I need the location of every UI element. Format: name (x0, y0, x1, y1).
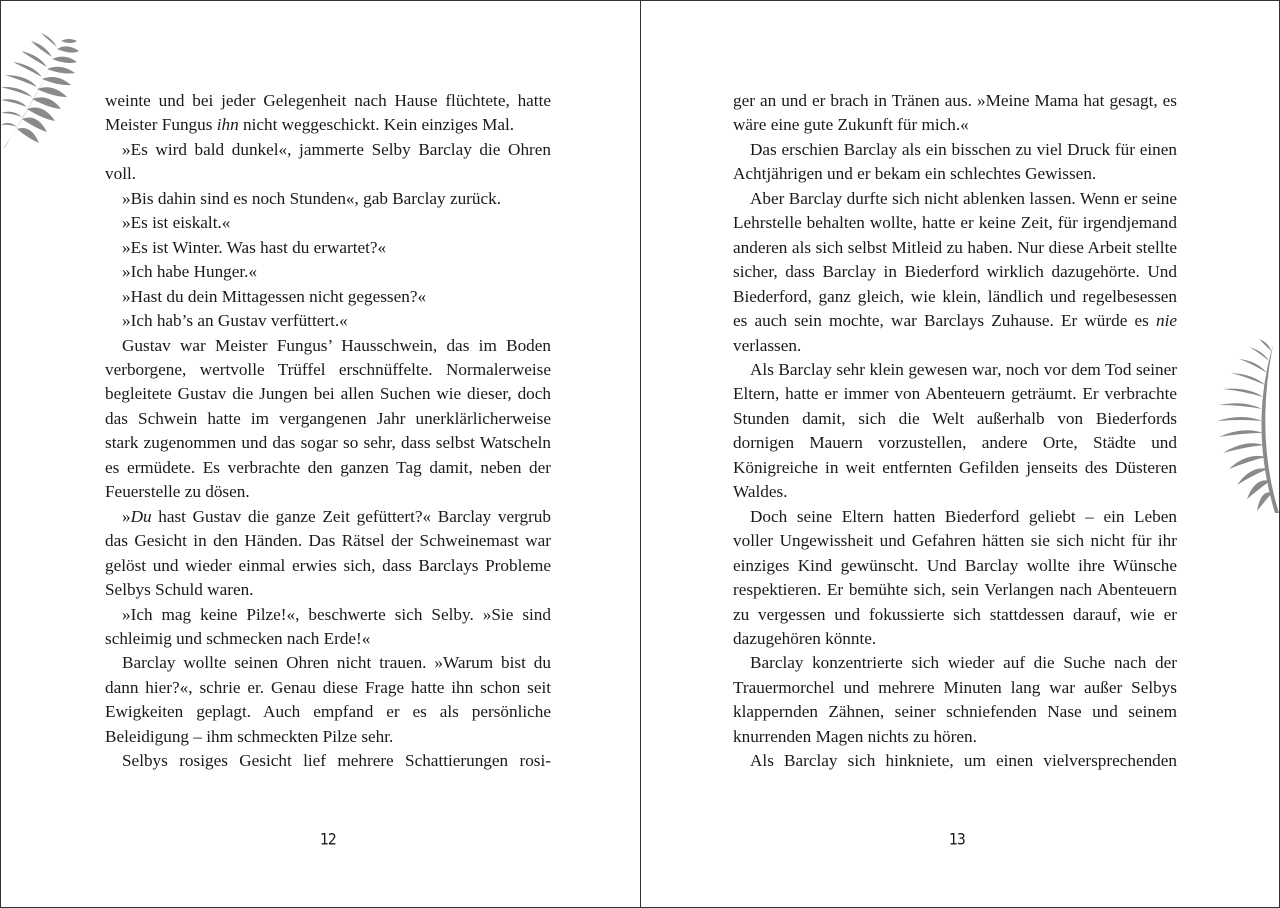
left-page (1, 1, 640, 907)
paragraph: Das erschien Barclay als ein bisschen zu viel Druck für einen Achtjährigen und er bekam ein schlechtes Gewissen. (733, 139, 1177, 184)
paragraph: »Ich mag keine Pilze!«, beschwerte sich Selby. »Sie sind schleimig und schmecken nach Erde!« (105, 604, 551, 648)
fern-icon (1215, 337, 1280, 517)
paragraph: Als Barclay sehr klein gewesen war, noch vor dem Tod seiner Eltern, hatte er immer von Abenteuern geträumt. Er verbrachte Stunden damit, sich die Welt außerhalb von Biederfords dornigen Mauern vorzustellen, andere Orte, Städte und Königreiche in weit entfernten Gefilden jenseits des Düsteren Waldes. (733, 359, 1177, 502)
paragraph: »Hast du dein Mittagessen nicht gegessen?« (122, 286, 427, 306)
left-page-text (105, 89, 551, 774)
paragraph: »Ich habe Hunger.« (122, 262, 258, 282)
page-number: 12 (320, 830, 336, 850)
paragraph: »Bis dahin sind es noch Stunden«, gab Barclay zurück. (122, 188, 502, 208)
paragraph: »Es ist eiskalt.« (122, 213, 231, 233)
page-number: 13 (949, 830, 965, 850)
paragraph: »Du hast Gustav die ganze Zeit gefüttert?« Barclay vergrub das Gesicht in den Händen. Das Rätsel der Schweinemast war gelöst und wieder einmal erwies sich, dass Barclays Probleme Selbys Schuld waren. (105, 506, 551, 600)
paragraph: »Es wird bald dunkel«, jammerte Selby Barclay die Ohren voll. (105, 139, 551, 184)
paragraph: »Es ist Winter. Was hast du erwartet?« (122, 237, 387, 257)
paragraph: Gustav war Meister Fungus’ Hausschwein, das im Boden verborgene, wertvolle Trüffel erschnüffelte. Normalerweise begleitete Gustav die Jungen bei allen Suchen wie dieser, doch das Schwein hatte im vergangenen Jahr unerklärlicherweise stark zugenommen und das sogar so sehr, dass selbst Watscheln es ermüdete. Es verbrachte den ganzen Tag damit, neben der Feuerstelle zu dösen. (105, 335, 551, 502)
paragraph: »Ich hab’s an Gustav verfüttert.« (122, 311, 348, 331)
fern-icon (1, 29, 81, 159)
paragraph: Als Barclay sich hinkniete, um einen vielversprechenden (750, 751, 1177, 771)
paragraph: weinte und bei jeder Gelegenheit nach Hause flüchtete, hatte Meister Fungus ihn nicht weggeschickt. Kein einziges Mal. (105, 91, 551, 135)
paragraph: Doch seine Eltern hatten Biederford geliebt – ein Leben voller Ungewissheit und Gefahren hätten sie sich nicht für ihr einziges Kind gewünscht. Und Barclay wollte ihre Wünsche respektieren. Er bemühte sich, sein Verlangen nach Abenteuern zu vergessen und fokussierte sich stattdessen darauf, wie er dazugehören könnte. (733, 506, 1177, 648)
right-page-text (733, 89, 1177, 774)
paragraph: Barclay konzentrierte sich wieder auf die Suche nach der Trauermorchel und mehrere Minuten lang war außer Selbys klappernden Zähnen, seiner schniefenden Nase und seinem knurrenden Magen nichts zu hören. (733, 653, 1177, 746)
right-page (641, 1, 1280, 907)
paragraph: Selbys rosiges Gesicht lief mehrere Schattierungen rosi- (122, 751, 551, 771)
paragraph: ger an und er brach in Tränen aus. »Meine Mama hat gesagt, es wäre eine gute Zukunft für mich.« (733, 91, 1177, 135)
paragraph: Barclay wollte seinen Ohren nicht trauen. »Warum bist du dann hier?«, schrie er. Genau diese Frage hatte ihn schon seit Ewigkeiten geplagt. Auch empfand er es als persönliche Beleidigung – ihm schmeckten Pilze sehr. (105, 653, 551, 746)
paragraph: Aber Barclay durfte sich nicht ablenken lassen. Wenn er seine Lehrstelle behalten wollte, hatte er keine Zeit, für irgendjemand anderen als sich selbst Mitleid zu haben. Nur diese Arbeit stellte sicher, dass Barclay in Biederford wirklich dazugehörte. Und Biederford, ganz gleich, wie klein, ländlich und regelbesessen es auch sein mochte, war Barclays Zuhause. Er würde es nie verlassen. (733, 188, 1177, 355)
